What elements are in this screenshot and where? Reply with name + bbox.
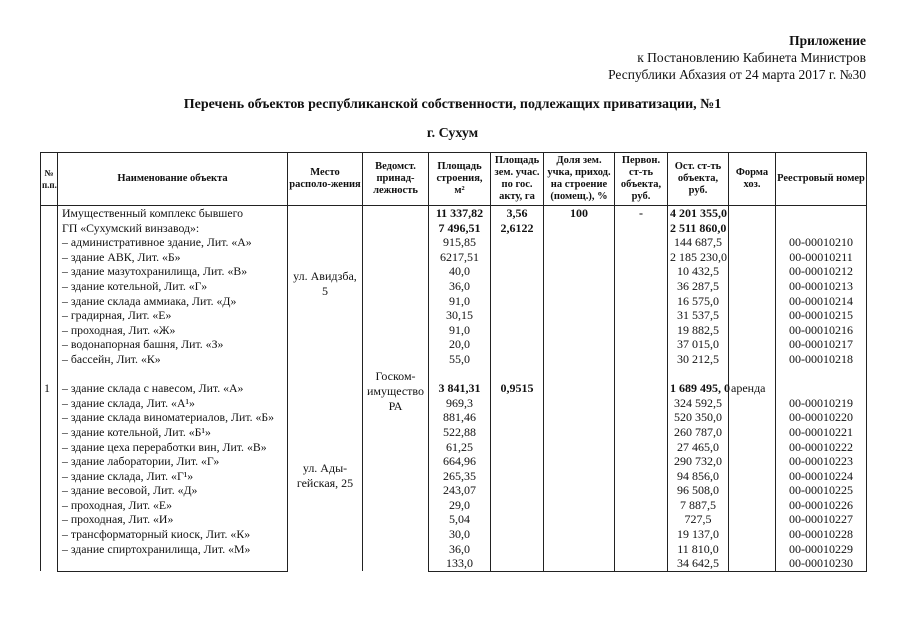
- building-area: [429, 367, 491, 382]
- col-initial: Первон. ст-ть объекта, руб.: [615, 153, 668, 206]
- initial-cost: [615, 381, 668, 396]
- initial-cost: [615, 294, 668, 309]
- land-share: [544, 337, 615, 352]
- ownership-form: [729, 206, 776, 221]
- building-area: 36,0: [429, 279, 491, 294]
- land-share: [544, 440, 615, 455]
- object-name: – трансформаторный киоск, Лит. «К»: [58, 527, 288, 542]
- residual-cost: 260 787,0: [668, 425, 729, 440]
- building-area: 40,0: [429, 264, 491, 279]
- building-area: 664,96: [429, 454, 491, 469]
- building-area: 522,88: [429, 425, 491, 440]
- table-row: [41, 454, 867, 469]
- land-area: [491, 498, 544, 513]
- initial-cost: [615, 542, 668, 557]
- land-share: [544, 512, 615, 527]
- residual-cost: 19 882,5: [668, 323, 729, 338]
- building-area: 243,07: [429, 483, 491, 498]
- registry-number: 00-00010226: [776, 498, 867, 513]
- object-name: – бассейн, Лит. «К»: [58, 352, 288, 367]
- table-row: [41, 542, 867, 557]
- ownership-form: [729, 410, 776, 425]
- object-name: – здание котельной, Лит. «Г»: [58, 279, 288, 294]
- ownership-form: [729, 337, 776, 352]
- ownership-form: [729, 483, 776, 498]
- land-share: [544, 235, 615, 250]
- col-num: № п.п.: [41, 153, 58, 206]
- table-row: [41, 483, 867, 498]
- residual-cost: 19 137,0: [668, 527, 729, 542]
- registry-number: [776, 206, 867, 221]
- building-area: 36,0: [429, 542, 491, 557]
- land-area: [491, 527, 544, 542]
- registry-number: 00-00010214: [776, 294, 867, 309]
- land-share: [544, 396, 615, 411]
- table-row: [41, 469, 867, 484]
- ownership-form: [729, 527, 776, 542]
- object-name: – здание склада виноматериалов, Лит. «Б»: [58, 410, 288, 425]
- registry-number: 00-00010223: [776, 454, 867, 469]
- registry-number: 00-00010221: [776, 425, 867, 440]
- residual-cost: 31 537,5: [668, 308, 729, 323]
- residual-cost: 11 810,0: [668, 542, 729, 557]
- object-name: – проходная, Лит. «Ж»: [58, 323, 288, 338]
- object-name: [58, 556, 288, 571]
- land-area: 0,9515: [491, 381, 544, 396]
- land-area: [491, 337, 544, 352]
- residual-cost: 144 687,5: [668, 235, 729, 250]
- land-share: 100: [544, 206, 615, 221]
- object-name: – здание котельной, Лит. «Б¹»: [58, 425, 288, 440]
- residual-cost: 7 887,5: [668, 498, 729, 513]
- table-row: [41, 367, 867, 382]
- table-row: [41, 410, 867, 425]
- land-share: [544, 556, 615, 571]
- initial-cost: [615, 250, 668, 265]
- land-share: [544, 279, 615, 294]
- object-name: – здание склада, Лит. «Г¹»: [58, 469, 288, 484]
- col-location: Место располо-жения: [288, 153, 363, 206]
- initial-cost: [615, 264, 668, 279]
- land-share: [544, 483, 615, 498]
- initial-cost: [615, 556, 668, 571]
- object-name: – здание мазутохранилища, Лит. «В»: [58, 264, 288, 279]
- ownership-form: [729, 279, 776, 294]
- land-area: [491, 308, 544, 323]
- ownership-form: [729, 469, 776, 484]
- object-name: – проходная, Лит. «И»: [58, 512, 288, 527]
- residual-cost: 36 287,5: [668, 279, 729, 294]
- land-area: [491, 352, 544, 367]
- ownership-form: [729, 367, 776, 382]
- land-share: [544, 264, 615, 279]
- ownership-form: [729, 542, 776, 557]
- table-row: [41, 425, 867, 440]
- ownership-form: [729, 323, 776, 338]
- table-row: [41, 440, 867, 455]
- ownership-form: [729, 235, 776, 250]
- land-area: [491, 410, 544, 425]
- initial-cost: [615, 512, 668, 527]
- appendix-title-text: Приложение: [789, 33, 866, 48]
- initial-cost: [615, 221, 668, 236]
- land-area: 3,56: [491, 206, 544, 221]
- residual-cost: 27 465,0: [668, 440, 729, 455]
- initial-cost: [615, 367, 668, 382]
- land-area: [491, 483, 544, 498]
- land-area: 2,6122: [491, 221, 544, 236]
- land-area: [491, 367, 544, 382]
- building-area: 969,3: [429, 396, 491, 411]
- registry-number: 00-00010230: [776, 556, 867, 571]
- table-row: [41, 323, 867, 338]
- initial-cost: -: [615, 206, 668, 221]
- registry-number: 00-00010225: [776, 483, 867, 498]
- residual-cost: [668, 367, 729, 382]
- ownership-form: аренда: [729, 381, 776, 396]
- residual-cost: 2 511 860,0: [668, 221, 729, 236]
- table-row: [41, 337, 867, 352]
- land-share: [544, 454, 615, 469]
- registry-number: 00-00010229: [776, 542, 867, 557]
- table-row: [41, 556, 867, 571]
- building-area: 30,0: [429, 527, 491, 542]
- registry-number: 00-00010216: [776, 323, 867, 338]
- land-share: [544, 469, 615, 484]
- table-row: [41, 221, 867, 236]
- object-name: – здание склада, Лит. «А¹»: [58, 396, 288, 411]
- table-row: [41, 498, 867, 513]
- building-area: 3 841,31: [429, 381, 491, 396]
- building-area: 30,15: [429, 308, 491, 323]
- table-row: [41, 308, 867, 323]
- location: ул. Авидзба, 5: [288, 206, 363, 382]
- table-header: [41, 153, 867, 206]
- appendix-line-1: к Постановлению Кабинета Министров: [637, 50, 866, 65]
- land-share: [544, 294, 615, 309]
- initial-cost: [615, 235, 668, 250]
- table-row: [41, 279, 867, 294]
- ownership-form: [729, 454, 776, 469]
- initial-cost: [615, 425, 668, 440]
- registry-number: 00-00010227: [776, 512, 867, 527]
- initial-cost: [615, 440, 668, 455]
- col-form: Форма хоз.: [729, 153, 776, 206]
- table-row: [41, 512, 867, 527]
- ownership-form: [729, 221, 776, 236]
- residual-cost: 96 508,0: [668, 483, 729, 498]
- land-share: [544, 323, 615, 338]
- city-heading: г. Сухум: [426, 126, 479, 141]
- land-area: [491, 556, 544, 571]
- residual-cost: 10 432,5: [668, 264, 729, 279]
- initial-cost: [615, 527, 668, 542]
- building-area: 20,0: [429, 337, 491, 352]
- land-share: [544, 352, 615, 367]
- initial-cost: [615, 323, 668, 338]
- building-area: 265,35: [429, 469, 491, 484]
- table-row: [41, 381, 867, 396]
- object-name: – здание лаборатории, Лит. «Г»: [58, 454, 288, 469]
- land-area: [491, 235, 544, 250]
- table-row: [41, 527, 867, 542]
- land-area: [491, 425, 544, 440]
- table-row: [41, 264, 867, 279]
- building-area: 881,46: [429, 410, 491, 425]
- object-name: – здание цеха переработки вин, Лит. «В»: [58, 440, 288, 455]
- ownership-form: [729, 250, 776, 265]
- building-area: 61,25: [429, 440, 491, 455]
- object-name: – водонапорная башня, Лит. «З»: [58, 337, 288, 352]
- registry-number: 00-00010212: [776, 264, 867, 279]
- land-area: [491, 396, 544, 411]
- land-share: [544, 527, 615, 542]
- object-name: – административное здание, Лит. «А»: [58, 235, 288, 250]
- ownership-form: [729, 308, 776, 323]
- table-row: [41, 235, 867, 250]
- col-name: Наименование объекта: [58, 153, 288, 206]
- initial-cost: [615, 337, 668, 352]
- land-area: [491, 323, 544, 338]
- registry-number: [776, 221, 867, 236]
- land-area: [491, 542, 544, 557]
- registry-number: 00-00010217: [776, 337, 867, 352]
- land-share: [544, 367, 615, 382]
- initial-cost: [615, 469, 668, 484]
- registry-number: 00-00010220: [776, 410, 867, 425]
- location: ул. Ады-гейская, 25: [288, 381, 363, 571]
- building-area: 7 496,51: [429, 221, 491, 236]
- object-name: [58, 367, 288, 382]
- land-area: [491, 469, 544, 484]
- initial-cost: [615, 498, 668, 513]
- object-name: Имущественный комплекс бывшего: [58, 206, 288, 221]
- residual-cost: 520 350,0: [668, 410, 729, 425]
- building-area: 91,0: [429, 294, 491, 309]
- land-share: [544, 381, 615, 396]
- building-area: 55,0: [429, 352, 491, 367]
- object-name: – здание спиртохранилища, Лит. «М»: [58, 542, 288, 557]
- land-share: [544, 542, 615, 557]
- initial-cost: [615, 308, 668, 323]
- initial-cost: [615, 396, 668, 411]
- land-area: [491, 454, 544, 469]
- residual-cost: 290 732,0: [668, 454, 729, 469]
- ownership-form: [729, 556, 776, 571]
- registry-number: 00-00010211: [776, 250, 867, 265]
- registry-number: 00-00010210: [776, 235, 867, 250]
- initial-cost: [615, 352, 668, 367]
- col-dept: Ведомст. принад-лежность: [363, 153, 429, 206]
- col-land: Площадь зем. учас. по гос. акту, га: [491, 153, 544, 206]
- land-share: [544, 250, 615, 265]
- table-row: [41, 206, 867, 221]
- ownership-form: [729, 396, 776, 411]
- ownership-form: [729, 440, 776, 455]
- building-area: 915,85: [429, 235, 491, 250]
- initial-cost: [615, 410, 668, 425]
- registry-number: [776, 381, 867, 396]
- registry-number: 00-00010228: [776, 527, 867, 542]
- appendix-title: [789, 32, 866, 49]
- object-name: – градирная, Лит. «Е»: [58, 308, 288, 323]
- land-area: [491, 294, 544, 309]
- objects-table: [40, 152, 867, 572]
- land-area: [491, 250, 544, 265]
- building-area: 133,0: [429, 556, 491, 571]
- document-heading: Перечень объектов республиканской собственности, подлежащих приватизации, №1: [183, 97, 722, 112]
- residual-cost: 16 575,0: [668, 294, 729, 309]
- land-share: [544, 498, 615, 513]
- land-area: [491, 512, 544, 527]
- residual-cost: 2 185 230,0: [668, 250, 729, 265]
- land-share: [544, 425, 615, 440]
- land-share: [544, 221, 615, 236]
- object-name: – здание весовой, Лит. «Д»: [58, 483, 288, 498]
- residual-cost: 94 856,0: [668, 469, 729, 484]
- residual-cost: 4 201 355,0: [668, 206, 729, 221]
- residual-cost: 1 689 495, 0: [668, 381, 729, 396]
- ownership-form: [729, 264, 776, 279]
- col-reg: Реестровый номер: [776, 153, 867, 206]
- registry-number: 00-00010218: [776, 352, 867, 367]
- residual-cost: 37 015,0: [668, 337, 729, 352]
- object-name: – здание склада аммиака, Лит. «Д»: [58, 294, 288, 309]
- object-name: – здание АВК, Лит. «Б»: [58, 250, 288, 265]
- ownership-form: [729, 352, 776, 367]
- building-area: 29,0: [429, 498, 491, 513]
- table-row: [41, 352, 867, 367]
- table-row: [41, 396, 867, 411]
- table-row: [41, 294, 867, 309]
- building-area: 6217,51: [429, 250, 491, 265]
- building-area: 11 337,82: [429, 206, 491, 221]
- initial-cost: [615, 454, 668, 469]
- object-name: – здание склада с навесом, Лит. «А»: [58, 381, 288, 396]
- col-area: Площадь строения, м²: [429, 153, 491, 206]
- ownership-form: [729, 512, 776, 527]
- ownership-form: [729, 294, 776, 309]
- land-area: [491, 264, 544, 279]
- appendix-line-2: Республики Абхазия от 24 марта 2017 г. №30: [608, 67, 866, 82]
- land-area: [491, 279, 544, 294]
- registry-number: 00-00010219: [776, 396, 867, 411]
- col-residual: Ост. ст-ть объекта, руб.: [668, 153, 729, 206]
- table-row: [41, 250, 867, 265]
- land-share: [544, 410, 615, 425]
- building-area: 5,04: [429, 512, 491, 527]
- residual-cost: 30 212,5: [668, 352, 729, 367]
- department: Госком-имущество РА: [363, 206, 429, 572]
- registry-number: 00-00010213: [776, 279, 867, 294]
- registry-number: 00-00010224: [776, 469, 867, 484]
- land-share: [544, 308, 615, 323]
- ownership-form: [729, 425, 776, 440]
- registry-number: [776, 367, 867, 382]
- initial-cost: [615, 483, 668, 498]
- object-name: ГП «Сухумский винзавод»:: [58, 221, 288, 236]
- land-area: [491, 440, 544, 455]
- residual-cost: 34 642,5: [668, 556, 729, 571]
- residual-cost: 727,5: [668, 512, 729, 527]
- ownership-form: [729, 498, 776, 513]
- initial-cost: [615, 279, 668, 294]
- item-number: 1: [41, 206, 58, 572]
- registry-number: 00-00010222: [776, 440, 867, 455]
- residual-cost: 324 592,5: [668, 396, 729, 411]
- registry-number: 00-00010215: [776, 308, 867, 323]
- building-area: 91,0: [429, 323, 491, 338]
- col-share: Доля зем. учка, приход. на строение (помещ.), %: [544, 153, 615, 206]
- object-name: – проходная, Лит. «Е»: [58, 498, 288, 513]
